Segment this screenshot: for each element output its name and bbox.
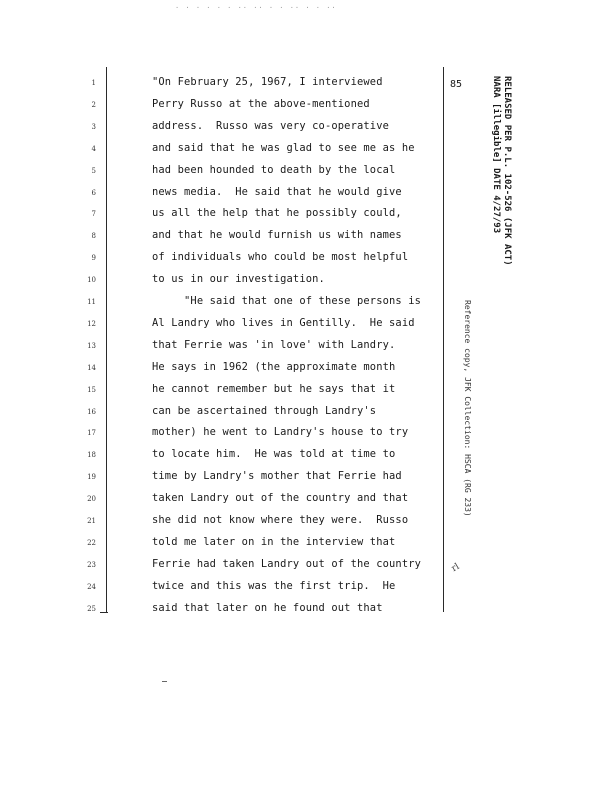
line-number: 13 [87, 341, 96, 350]
page-number: 85 [450, 79, 463, 90]
transcript-line: twice and this was the first trip. He [152, 579, 396, 592]
line-number: 14 [87, 363, 96, 372]
frame-bottom-tick [100, 612, 108, 613]
transcript-line: "He said that one of these persons is [152, 295, 422, 307]
line-number: 3 [91, 122, 96, 131]
transcript-line: Ferrie had taken Landry out of the country [152, 557, 422, 570]
line-number: 20 [87, 495, 96, 504]
scan-artifact-text: · · · · · · ·· ·· · · ·· · · ·· [175, 4, 337, 12]
line-number: 12 [87, 319, 96, 328]
line-number: 9 [91, 254, 96, 263]
transcript-line: Al Landry who lives in Gentilly. He said [152, 316, 415, 329]
stray-mark [162, 681, 167, 682]
transcript-line: "On February 25, 1967, I interviewed [152, 76, 383, 88]
transcript-line: she did not know where they were. Russo [152, 514, 409, 526]
line-number: 17 [87, 429, 96, 438]
transcript-line: address. Russo was very co-operative [152, 119, 390, 132]
line-number: 5 [91, 166, 96, 175]
line-number: 10 [87, 276, 96, 285]
reference-copy-note: Reference copy, JFK Collection: HSCA (RG 233) [463, 300, 472, 517]
transcript-line: of individuals who could be most helpful [152, 251, 409, 264]
transcript-line: and that he would furnish us with names [152, 229, 402, 242]
line-number: 23 [87, 560, 96, 569]
transcript-line: to us in our investigation. [152, 273, 325, 286]
transcript-line: he cannot remember but he says that it [152, 382, 396, 395]
line-number: 25 [87, 604, 96, 613]
line-number: 8 [91, 232, 96, 241]
transcript-line: time by Landry's mother that Ferrie had [152, 470, 402, 483]
release-stamp-line-1: RELEASED PER P.L. 102-526 (JFK ACT) [502, 76, 512, 266]
transcript-line: had been hounded to death by the local [152, 163, 396, 176]
transcript-line: taken Landry out of the country and that [152, 492, 409, 505]
transcript-line: and said that he was glad to see me as he [152, 141, 415, 154]
transcript-line: said that later on he found out that [152, 601, 383, 614]
transcript-line: can be ascertained through Landry's [152, 404, 377, 417]
line-number: 6 [91, 188, 96, 197]
line-number: 1 [91, 79, 96, 87]
line-number: 15 [87, 385, 96, 394]
transcript-line: that Ferrie was 'in love' with Landry. [152, 338, 396, 351]
transcript-line: us all the help that he possibly could, [152, 207, 402, 220]
transcript-line: He says in 1962 (the approximate month [152, 360, 396, 373]
transcript-line: mother) he went to Landry's house to try [152, 426, 409, 439]
line-number: 11 [87, 298, 96, 306]
transcript-line: told me later on in the interview that [152, 535, 396, 548]
transcript-line: to locate him. He was told at time to [152, 448, 396, 461]
line-number: 16 [87, 407, 96, 416]
line-number: 18 [87, 451, 96, 460]
line-number: 21 [87, 517, 96, 525]
release-stamp-line-2: NARA [illegible] DATE 4/27/93 [491, 76, 501, 234]
line-number: 24 [87, 582, 96, 591]
line-number: 22 [87, 538, 96, 547]
line-number: 7 [91, 210, 96, 219]
line-number: 4 [91, 144, 96, 153]
line-number: 19 [87, 473, 96, 482]
transcript-line: Perry Russo at the above-mentioned [152, 97, 370, 110]
handwritten-initials: rl [449, 561, 462, 575]
release-stamp [490, 76, 512, 266]
transcript-line: news media. He said that he would give [152, 185, 402, 198]
line-number: 2 [91, 100, 96, 109]
